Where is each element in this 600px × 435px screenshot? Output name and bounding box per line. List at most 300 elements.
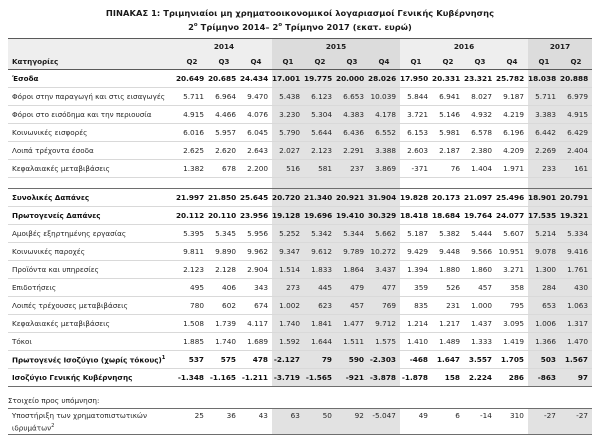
table-cell: 3.271	[496, 260, 528, 278]
table-cell: 6.429	[560, 123, 592, 141]
fiscal-accounts-table	[8, 38, 592, 387]
table-row	[8, 224, 592, 242]
header-quarter-0: Q2	[176, 53, 208, 69]
table-row	[8, 188, 592, 206]
table-cell: 457	[464, 278, 496, 296]
row-label-text: Πρωτογενείς Δαπάνες	[11, 210, 101, 220]
table-cell: 8.027	[464, 87, 496, 105]
row-label-text: Λοιπά τρέχοντα έσοδα	[11, 145, 94, 155]
table-cell: 478	[240, 350, 272, 368]
table-cell: 6.552	[368, 123, 400, 141]
row-label	[8, 105, 176, 123]
table-row	[8, 206, 592, 224]
table-cell: 4.932	[464, 105, 496, 123]
table-cell: 9.789	[336, 242, 368, 260]
table-cell: 537	[176, 350, 208, 368]
spacer-cell-10	[496, 177, 528, 188]
table-cell: 3.721	[400, 105, 432, 123]
table-cell: 5.304	[304, 105, 336, 123]
spacer-cell-0	[176, 177, 208, 188]
table-cell: 6.653	[336, 87, 368, 105]
table-cell: 21.340	[304, 188, 336, 206]
table-cell: 28.026	[368, 69, 400, 87]
memo-data-row	[8, 408, 592, 434]
table-cell: 1.300	[528, 260, 560, 278]
row-label-text: Επιδοτήσεις	[11, 282, 57, 292]
table-cell: 1.333	[464, 332, 496, 350]
table-cell: 18.684	[432, 206, 464, 224]
title-period-mid: Τρίμηνο 2014– 2	[197, 21, 279, 32]
table-cell: 343	[240, 278, 272, 296]
table-cell: 20.173	[432, 188, 464, 206]
table-cell: 1.382	[176, 159, 208, 177]
table-cell: 19.828	[400, 188, 432, 206]
table-cell: 1.477	[336, 314, 368, 332]
table-cell: 6.123	[304, 87, 336, 105]
table-cell: 23.321	[464, 69, 496, 87]
table-cell: 6.442	[528, 123, 560, 141]
table-cell: 21.850	[208, 188, 240, 206]
table-cell: 769	[368, 296, 400, 314]
table-cell: 1.740	[272, 314, 304, 332]
table-row	[8, 278, 592, 296]
table-cell: 17.535	[528, 206, 560, 224]
title-period-start: 2	[188, 21, 194, 32]
memo-cell: 92	[336, 408, 368, 434]
table-cell: 479	[336, 278, 368, 296]
header-quarter-7: Q1	[400, 53, 432, 69]
table-cell: 5.607	[496, 224, 528, 242]
table-cell: 25.782	[496, 69, 528, 87]
table-cell: 1.740	[208, 332, 240, 350]
table-cell: 284	[528, 278, 560, 296]
table-cell: 5.146	[432, 105, 464, 123]
header-quarter-11: Q1	[528, 53, 560, 69]
table-cell: 526	[432, 278, 464, 296]
table-cell: 19.696	[304, 206, 336, 224]
table-cell: 3.383	[528, 105, 560, 123]
header-quarter-8: Q2	[432, 53, 464, 69]
row-label	[8, 69, 176, 87]
row-label	[8, 368, 176, 386]
table-row	[8, 69, 592, 87]
table-cell: 20.331	[432, 69, 464, 87]
table-cell: 158	[432, 368, 464, 386]
table-cell: 1.002	[272, 296, 304, 314]
memo-cell: -14	[464, 408, 496, 434]
table-cell: 6.941	[432, 87, 464, 105]
table-cell: 2.123	[304, 141, 336, 159]
memo-title: Στοιχείο προς υπόμνηση:	[7, 395, 100, 405]
title-period-end: Τρίμηνο 2017 (εκατ. ευρώ)	[282, 21, 412, 32]
table-cell: 20.110	[208, 206, 240, 224]
table-cell: 1.419	[496, 332, 528, 350]
row-label-text: Προϊόντα και υπηρεσίες	[11, 264, 99, 274]
header-quarter-row	[8, 53, 592, 69]
row-label	[8, 242, 176, 260]
table-cell: 445	[304, 278, 336, 296]
table-cell: 1.489	[432, 332, 464, 350]
table-cell: 590	[336, 350, 368, 368]
table-cell: 2.620	[208, 141, 240, 159]
table-cell: 1.394	[400, 260, 432, 278]
table-cell: 9.187	[496, 87, 528, 105]
table-row	[8, 260, 592, 278]
row-label-text: Κοινωνικές παροχές	[11, 246, 85, 256]
header-quarter-1: Q3	[208, 53, 240, 69]
header-quarter-12: Q2	[560, 53, 592, 69]
table-cell: 678	[208, 159, 240, 177]
table-cell: 516	[272, 159, 304, 177]
table-cell: 5.957	[208, 123, 240, 141]
table-body	[8, 69, 592, 386]
table-cell: 1.000	[464, 296, 496, 314]
table-cell: 4.117	[240, 314, 272, 332]
table-cell: 10.272	[368, 242, 400, 260]
table-cell: 9.448	[432, 242, 464, 260]
table-cell: 5.981	[432, 123, 464, 141]
row-label	[8, 260, 176, 278]
table-cell: 1.739	[208, 314, 240, 332]
table-cell: 4.466	[208, 105, 240, 123]
table-cell: 6.153	[400, 123, 432, 141]
table-cell: 233	[528, 159, 560, 177]
table-cell: 1.410	[400, 332, 432, 350]
table-cell: -1.348	[176, 368, 208, 386]
table-row	[8, 350, 592, 368]
table-cell: 6.196	[496, 123, 528, 141]
table-cell: 17.950	[400, 69, 432, 87]
table-cell: 5.345	[208, 224, 240, 242]
spacer-cell-12	[560, 177, 592, 188]
row-label-text: Λοιπές τρέχουσες μεταβιβάσεις	[11, 300, 128, 310]
table-cell: 1.705	[496, 350, 528, 368]
page-title	[0, 0, 600, 33]
table-cell: 24.434	[240, 69, 272, 87]
row-label-text: Έσοδα	[11, 73, 39, 83]
table-cell: 5.444	[464, 224, 496, 242]
title-line-2	[0, 19, 600, 33]
table-cell: 2.128	[208, 260, 240, 278]
table-cell: 10.039	[368, 87, 400, 105]
table-cell: 25.496	[496, 188, 528, 206]
table-cell: 1.841	[304, 314, 336, 332]
table-cell: 1.317	[560, 314, 592, 332]
table-cell: 1.864	[336, 260, 368, 278]
table-cell: 674	[240, 296, 272, 314]
table-row	[8, 87, 592, 105]
table-cell: 1.647	[432, 350, 464, 368]
table-cell: 19.128	[272, 206, 304, 224]
table-cell: 2.027	[272, 141, 304, 159]
table-row	[8, 105, 592, 123]
table-cell: 18.038	[528, 69, 560, 87]
table-cell: 795	[496, 296, 528, 314]
table-cell: 6.578	[464, 123, 496, 141]
header-corner-cell	[8, 38, 176, 53]
table-cell: -2.127	[272, 350, 304, 368]
table-cell: 1.885	[176, 332, 208, 350]
row-label-text: Τόκοι	[11, 336, 32, 346]
table-cell: 1.644	[304, 332, 336, 350]
table-cell: 17.001	[272, 69, 304, 87]
table-cell: 1.833	[304, 260, 336, 278]
header-quarter-2: Q4	[240, 53, 272, 69]
row-label	[8, 332, 176, 350]
table-cell: 1.575	[368, 332, 400, 350]
table-cell: 2.123	[176, 260, 208, 278]
table-cell: 21.997	[176, 188, 208, 206]
table-cell: 9.429	[400, 242, 432, 260]
table-cell: 457	[336, 296, 368, 314]
table-cell: -921	[336, 368, 368, 386]
table-cell: 4.915	[560, 105, 592, 123]
table-cell: 835	[400, 296, 432, 314]
memo-table	[8, 394, 592, 435]
table-cell: 1.592	[272, 332, 304, 350]
table-cell: 1.508	[176, 314, 208, 332]
table-cell: 1.063	[560, 296, 592, 314]
table-cell: 20.791	[560, 188, 592, 206]
table-cell: 6.436	[336, 123, 368, 141]
table-cell: 5.956	[240, 224, 272, 242]
table-cell: 3.557	[464, 350, 496, 368]
table-cell: -2.303	[368, 350, 400, 368]
table-cell: 1.006	[528, 314, 560, 332]
table-cell: 602	[208, 296, 240, 314]
table-cell: 18.418	[400, 206, 432, 224]
spacer-cell-9	[464, 177, 496, 188]
row-label	[8, 224, 176, 242]
table-cell: 3.869	[368, 159, 400, 177]
table-cell: 1.437	[464, 314, 496, 332]
table-row	[8, 123, 592, 141]
table-cell: 1.470	[560, 332, 592, 350]
table-cell: -1.165	[208, 368, 240, 386]
table-cell: 5.382	[432, 224, 464, 242]
table-cell: 1.567	[560, 350, 592, 368]
row-label	[8, 296, 176, 314]
table-cell: 581	[304, 159, 336, 177]
table-cell: -3.878	[368, 368, 400, 386]
table-cell: 5.790	[272, 123, 304, 141]
table-cell: 1.214	[400, 314, 432, 332]
table-cell: 4.209	[496, 141, 528, 159]
table-cell: 1.689	[240, 332, 272, 350]
table-cell: 20.720	[272, 188, 304, 206]
header-categories-label: Κατηγορίες	[8, 53, 176, 69]
row-label	[8, 206, 176, 224]
table-cell: -1.565	[304, 368, 336, 386]
table-header	[8, 38, 592, 69]
table-cell: 575	[208, 350, 240, 368]
table-cell: 25.645	[240, 188, 272, 206]
table-cell: 9.712	[368, 314, 400, 332]
table-cell: 3.095	[496, 314, 528, 332]
table-cell: 9.962	[240, 242, 272, 260]
memo-cell: 63	[272, 408, 304, 434]
table-cell: 5.711	[176, 87, 208, 105]
table-row	[8, 242, 592, 260]
table-row	[8, 368, 592, 386]
row-label	[8, 123, 176, 141]
table-cell: 19.410	[336, 206, 368, 224]
table-cell: 359	[400, 278, 432, 296]
table-cell: 6.964	[208, 87, 240, 105]
spacer-cell-5	[336, 177, 368, 188]
memo-title-row	[8, 394, 592, 409]
spacer-cell-8	[432, 177, 464, 188]
table-cell: 9.612	[304, 242, 336, 260]
header-quarter-5: Q3	[336, 53, 368, 69]
table-cell: 503	[528, 350, 560, 368]
memo-cell: -5.047	[368, 408, 400, 434]
table-cell: 1.366	[528, 332, 560, 350]
row-label	[8, 159, 176, 177]
memo-cell: -27	[560, 408, 592, 434]
table-cell: 24.077	[496, 206, 528, 224]
table-row	[8, 141, 592, 159]
memo-cell: 43	[240, 408, 272, 434]
table-cell: 5.334	[560, 224, 592, 242]
table-cell: 4.383	[336, 105, 368, 123]
table-cell: -468	[400, 350, 432, 368]
memo-cell: -27	[528, 408, 560, 434]
header-quarter-6: Q4	[368, 53, 400, 69]
table-cell: 358	[496, 278, 528, 296]
row-label-text: Φόροι στην παραγωγή και στις εισαγωγές	[11, 91, 165, 101]
table-cell: 1.971	[496, 159, 528, 177]
table-cell: 19.321	[560, 206, 592, 224]
table-cell: 9.890	[208, 242, 240, 260]
ordinal-sup-2: ο	[278, 22, 283, 28]
table-cell: 4.178	[368, 105, 400, 123]
table-cell: 237	[336, 159, 368, 177]
table-cell: 161	[560, 159, 592, 177]
table-cell: 19.775	[304, 69, 336, 87]
memo-cell: 25	[176, 408, 208, 434]
table-cell: 495	[176, 278, 208, 296]
table-cell: 1.860	[464, 260, 496, 278]
table-cell: 18.901	[528, 188, 560, 206]
memo-label-line-1: Υποστήριξη των χρηματοπιστωτικών	[11, 410, 147, 420]
table-cell: 2.269	[528, 141, 560, 159]
spacer-cell-6	[368, 177, 400, 188]
header-quarter-9: Q3	[464, 53, 496, 69]
row-label-text: Κεφαλαιακές μεταβιβάσεις	[11, 318, 110, 328]
table-cell: -1.878	[400, 368, 432, 386]
table-cell: 2.224	[464, 368, 496, 386]
table-cell: 20.888	[560, 69, 592, 87]
table-row	[8, 314, 592, 332]
memo-cell: 50	[304, 408, 336, 434]
table-cell: 5.342	[304, 224, 336, 242]
table-cell: 273	[272, 278, 304, 296]
row-label-text: Φόροι στο εισόδημα και την περιουσία	[11, 109, 152, 119]
table-cell: 2.200	[240, 159, 272, 177]
table-cell: 2.625	[176, 141, 208, 159]
table-cell: 6.979	[560, 87, 592, 105]
header-quarter-3: Q1	[272, 53, 304, 69]
table-cell: 3.437	[368, 260, 400, 278]
table-cell: 19.764	[464, 206, 496, 224]
row-label-text: Πρωτογενές Ισοζύγιο (χωρίς τόκους)	[11, 354, 162, 364]
table-spacer-row	[8, 177, 592, 188]
table-cell: 2.904	[240, 260, 272, 278]
table-cell: 20.685	[208, 69, 240, 87]
table-cell: -1.211	[240, 368, 272, 386]
table-cell: 23.956	[240, 206, 272, 224]
table-cell: 3.388	[368, 141, 400, 159]
table-cell: 1.511	[336, 332, 368, 350]
table-cell: 2.643	[240, 141, 272, 159]
table-cell: 9.566	[464, 242, 496, 260]
table-cell: 9.078	[528, 242, 560, 260]
table-cell: 9.347	[272, 242, 304, 260]
memo-row-label	[8, 408, 176, 434]
table-cell: 653	[528, 296, 560, 314]
year-group-2017: 2017	[528, 38, 592, 53]
table-cell: 5.214	[528, 224, 560, 242]
row-label	[8, 188, 176, 206]
table-cell: 5.844	[400, 87, 432, 105]
spacer-cell-7	[400, 177, 432, 188]
table-cell: 1.761	[560, 260, 592, 278]
table-cell: 2.187	[432, 141, 464, 159]
memo-cell: 49	[400, 408, 432, 434]
table-cell: -371	[400, 159, 432, 177]
table-cell: 5.187	[400, 224, 432, 242]
memo-cell: 310	[496, 408, 528, 434]
table-cell: 5.438	[272, 87, 304, 105]
spacer-cell-2	[240, 177, 272, 188]
row-label	[8, 278, 176, 296]
spacer-cell-1	[208, 177, 240, 188]
year-group-2014: 2014	[176, 38, 272, 53]
table-cell: 406	[208, 278, 240, 296]
row-footnote-marker: 1	[161, 354, 166, 361]
year-group-2015: 2015	[272, 38, 400, 53]
spacer-cell-4	[304, 177, 336, 188]
table-row	[8, 296, 592, 314]
table-cell: 9.470	[240, 87, 272, 105]
memo-label-line-2: ιδρυμάτων	[11, 423, 52, 433]
table-cell: 4.915	[176, 105, 208, 123]
table-cell: 477	[368, 278, 400, 296]
spacer-cell-3	[272, 177, 304, 188]
table-cell: 5.644	[304, 123, 336, 141]
table-cell: 20.000	[336, 69, 368, 87]
table-cell: 2.404	[560, 141, 592, 159]
spacer-label-cell	[8, 177, 176, 188]
table-cell: 231	[432, 296, 464, 314]
table-row	[8, 159, 592, 177]
table-cell: 9.811	[176, 242, 208, 260]
header-year-row	[8, 38, 592, 53]
row-label	[8, 350, 176, 368]
table-cell: 6.045	[240, 123, 272, 141]
table-cell: 20.921	[336, 188, 368, 206]
table-cell: 5.395	[176, 224, 208, 242]
table-cell: 1.404	[464, 159, 496, 177]
row-label	[8, 87, 176, 105]
header-quarter-10: Q4	[496, 53, 528, 69]
row-label-text: Κοινωνικές εισφορές	[11, 127, 88, 137]
table-cell: 5.344	[336, 224, 368, 242]
row-label-text: Ισοζύγιο Γενικής Κυβέρνησης	[11, 372, 133, 382]
table-cell: 623	[304, 296, 336, 314]
spacer-cell-11	[528, 177, 560, 188]
